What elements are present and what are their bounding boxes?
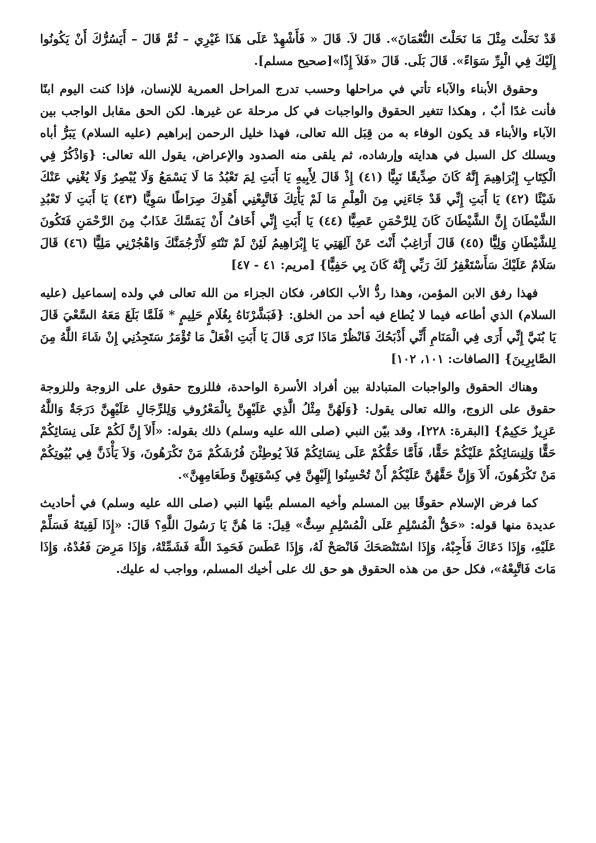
paragraph-family-rights: وهناك الحقوق والواجبات المتبادلة بين أفراد الأسرة الواحدة، فللزوج حقوق على الزوجة وللزوجة حقوق على الزوج، والله تعالى يقول: {وَلَهُنَّ مِثْلُ الَّذِي عَلَيْهِنَّ بِالْمَعْرُوفِ وَلِلرِّجَالِ عَلَيْهِنَّ دَرَجَةٌ وَاللَّهُ عَزِيزٌ حَكِيمٌ} [البقرة: ٢٢٨]، وقد بيّن النبي (صلى الله عليه وسلم) ذلك بقوله: «أَلاَ إِنَّ لَكُمْ عَلَى نِسَائِكُمْ حَقًّا وَلِنِسَائِكُمْ عَلَيْكُمْ حَقًّا، فَأَمَّا حَقُّكُمْ عَلَى نِسَائِكُمْ فَلاَ يُوطِئْنَ فُرُشَكُمْ مَنْ تَكْرَهُونَ، وَلاَ يَأْذَنَّ فِي بُيُوتِكُمْ مَنْ تَكْرَهُونَ، أَلاَ وَإِنَّ حَقَّهُنَّ عَلَيْكُمْ أَنْ تُحْسِنُوا إِلَيْهِنَّ فِي كِسْوَتِهِنَّ وَطَعَامِهِنَّ». <box>40 380 556 482</box>
paragraph-parents-children-rights: وحقوق الأبناء والآباء تأتي في مراحلها وحسب تدرج المراحل العمرية للإنسان، فإذا كنت اليوم ابنًا فأنت غدًا أبٌ ، وهكذا تتغير الحقوق والواجبات في كل مرحلة عن غيرها. لكن الحق مقابل الواجب بين الآباء والأبناء قد يكون الوفاء به من قِبَل الله تعالى، فهذا خليل الرحمن إبراهيم (عليه السلام) يَبَرُّ أباه ويسلك كل السبل في هدايته وإرشاده، ثم يلقى منه الصدود والإعراض، يقول الله تعالى: {وَاذْكُرْ فِي الْكِتَابِ إِبْرَاهِيمَ إِنَّهُ كَانَ صِدِّيقًا نَبِيًّا (٤١) إِذْ قَالَ لِأَبِيهِ يَا أَبَتِ لِمَ تَعْبُدُ مَا لَا يَسْمَعُ وَلَا يُبْصِرُ وَلَا يُغْنِي عَنْكَ شَيْئًا (٤٢) يَا أَبَتِ إِنِّي قَدْ جَاءَنِي مِنَ الْعِلْمِ مَا لَمْ يَأْتِكَ فَاتَّبِعْنِي أَهْدِكَ صِرَاطًا سَوِيًّا (٤٣) يَا أَبَتِ لَا تَعْبُدِ الشَّيْطَانَ إِنَّ الشَّيْطَانَ كَانَ لِلرَّحْمَنِ عَصِيًّا (٤٤) يَا أَبَتِ إِنِّي أَخَافُ أَنْ يَمَسَّكَ عَذَابٌ مِنَ الرَّحْمَنِ فَتَكُونَ لِلشَّيْطَانِ وَلِيًّا (٤٥) قَالَ أَرَاغِبٌ أَنْتَ عَنْ آلِهَتِي يَا إِبْرَاهِيمُ لَئِنْ لَمْ تَنْتَهِ لَأَرْجُمَنَّكَ وَاهْجُرْنِي مَلِيًّا (٤٦) قَالَ سَلَامٌ عَلَيْكَ سَأَسْتَغْفِرُ لَكَ رَبِّي إِنَّهُ كَانَ بِي حَفِيًّا} [مريم: ٤١ - ٤٧] <box>40 82 557 272</box>
paragraph-hadith-continuation: قَدْ نَحَلْتَ مِثْلَ مَا نَحَلْتَ النُّعْمَانَ». قَالَ لاَ. قَالَ « فَأَشْهِدْ عَلَى هَذَا غَيْرِي – ثُمَّ قَالَ – أَيَسُرُّكَ أَنْ يَكُونُوا إِلَيْكَ فِي الْبِرِّ سَوَاءً». قَالَ بَلَى. قَالَ «فَلاَ إِذًا»[صحيح مسلم]. <box>40 32 556 68</box>
paragraph-muslim-rights: كما فرض الإسلام حقوقًا بين المسلم وأخيه المسلم بيَّنها النبي (صلى الله عليه وسلم) في أحاديث عديدة منها قوله: «حَقُّ الْمُسْلِمِ عَلَى الْمُسْلِمِ سِتٌّ» قِيلَ: مَا هُنَّ يَا رَسُولَ اللَّهِ؟ قَالَ: «إِذَا لَقِيتَهُ فَسَلِّمْ عَلَيْهِ، وَإِذَا دَعَاكَ فَأَجِبْهُ، وَإِذَا اسْتَنْصَحَكَ فَانْصَحْ لَهُ، وَإِذَا عَطَسَ فَحَمِدَ اللَّهَ فَشَمِّتْهُ، وَإِذَا مَرِضَ فَعُدْهُ، وَإِذَا مَاتَ فَاتَّبِعْهُ»، فكل حق من هذه الحقوق هو حق لك على أخيك المسلم، وواجب له عليك. <box>40 496 556 576</box>
paragraph-ismail-reward: فهذا رفق الابن المؤمن، وهذا ردُّ الأب الكافر، فكان الجزاء من الله تعالى في ولده إسماعيل (عليه السلام) الذي أطاعه فيما لا يُطاع فيه أحد من الخلق: {فَبَشَّرْنَاهُ بِغُلَامٍ حَلِيمٍ * فَلَمَّا بَلَغَ مَعَهُ السَّعْيَ قَالَ يَا بُنَيَّ إِنِّي أَرَى فِي الْمَنَامِ أَنِّي أَذْبَحُكَ فَانْظُرْ مَاذَا تَرَى قَالَ يَا أَبَتِ افْعَلْ مَا تُؤْمَرُ سَتَجِدُنِي إِنْ شَاءَ اللَّهُ مِنَ الصَّابِرِينَ} [الصافات: ١٠١، ١٠٢] <box>40 286 556 366</box>
document-page <box>40 28 556 586</box>
